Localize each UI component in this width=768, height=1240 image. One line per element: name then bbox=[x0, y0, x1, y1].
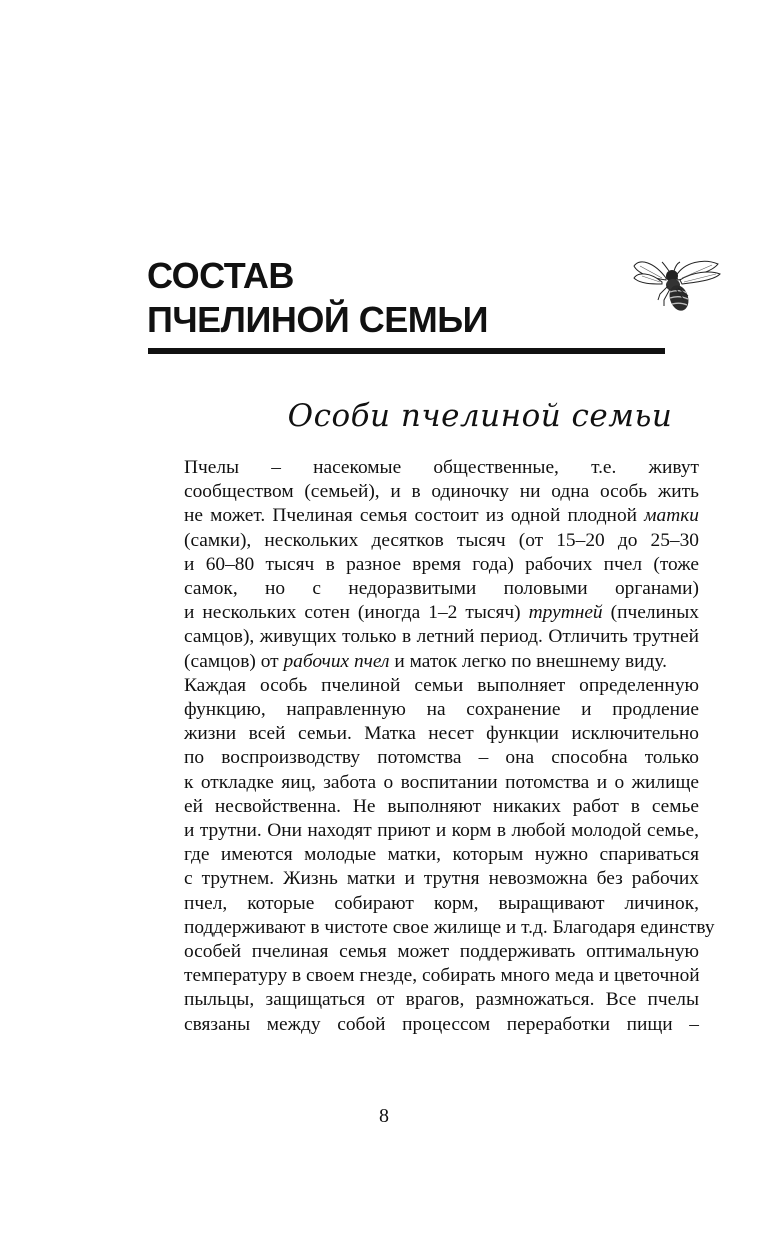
text-line: связаны между собой процессом переработки пищи – bbox=[184, 1013, 699, 1035]
text-line: пчел, которые собирают корм, выращивают личинок, bbox=[184, 892, 699, 914]
text-line: пыльцы, защищаться от врагов, размножаться. Все пчелы bbox=[184, 989, 699, 1011]
body-text bbox=[148, 456, 715, 1037]
text-line: жизни всей семьи. Матка несет функции исключительно bbox=[184, 723, 699, 745]
chapter-title-line-1: СОСТАВ bbox=[147, 255, 294, 296]
text-line: не может. Пчелиная семья состоит из одной плодной матки bbox=[184, 505, 699, 527]
text-line: поддерживают в чистоте свое жилище и т.д. Благодаря единству bbox=[184, 916, 715, 938]
text-line: самцов), живущих только в летний период. Отличить трутней bbox=[184, 626, 699, 648]
text-line: и нескольких сотен (иногда 1–2 тысяч) трутней (пчелиных bbox=[184, 602, 699, 624]
chapter-title bbox=[147, 254, 488, 342]
text-line: (самцов) от рабочих пчел и маток легко по внешнему виду. bbox=[184, 650, 667, 672]
title-underline-rule bbox=[148, 348, 665, 354]
page-number: 8 bbox=[379, 1105, 389, 1127]
text-line: и трутни. Они находят приют и корм в любой молодой семье, bbox=[184, 820, 699, 842]
text-line: температуру в своем гнезде, собирать много меда и цветочной bbox=[184, 965, 700, 987]
text-line: особей пчелиная семья может поддерживать оптимальную bbox=[184, 941, 699, 963]
text-line: Пчелы – насекомые общественные, т.е. живут bbox=[184, 457, 699, 478]
bee-icon bbox=[632, 256, 724, 316]
text-line: ей несвойственна. Не выполняют никаких работ в семье bbox=[184, 795, 699, 817]
text-line: к откладке яиц, забота о воспитании потомства и о жилище bbox=[184, 771, 699, 793]
term-italic: матки bbox=[644, 505, 699, 527]
chapter-title-line-2: ПЧЕЛИНОЙ СЕМЬИ bbox=[147, 299, 488, 340]
text-line: где имеются молодые матки, которым нужно спариваться bbox=[184, 844, 699, 866]
paragraph-2 bbox=[148, 674, 715, 1037]
text-line: (самки), нескольких десятков тысяч (от 15–20 до 25–30 bbox=[184, 529, 699, 551]
text-line: функцию, направленную на сохранение и продление bbox=[184, 699, 699, 721]
text-line: сообществом (семьей), и в одиночку ни одна особь жить bbox=[184, 481, 699, 503]
text-line: по воспроизводству потомства – она способна только bbox=[184, 747, 699, 769]
term-italic: рабочих пчел bbox=[283, 650, 390, 672]
paragraph-1 bbox=[148, 456, 699, 674]
text-line: с трутнем. Жизнь матки и трутня невозможна без рабочих bbox=[184, 868, 699, 890]
text-line: Каждая особь пчелиной семьи выполняет определенную bbox=[184, 674, 699, 696]
text-line: самок, но с недоразвитыми половыми органами) bbox=[184, 578, 699, 600]
term-italic: трутней bbox=[528, 602, 603, 624]
section-title: Особи пчелиной семьи bbox=[287, 398, 673, 434]
text-line: и 60–80 тысяч в разное время года) рабочих пчел (тоже bbox=[184, 553, 699, 575]
